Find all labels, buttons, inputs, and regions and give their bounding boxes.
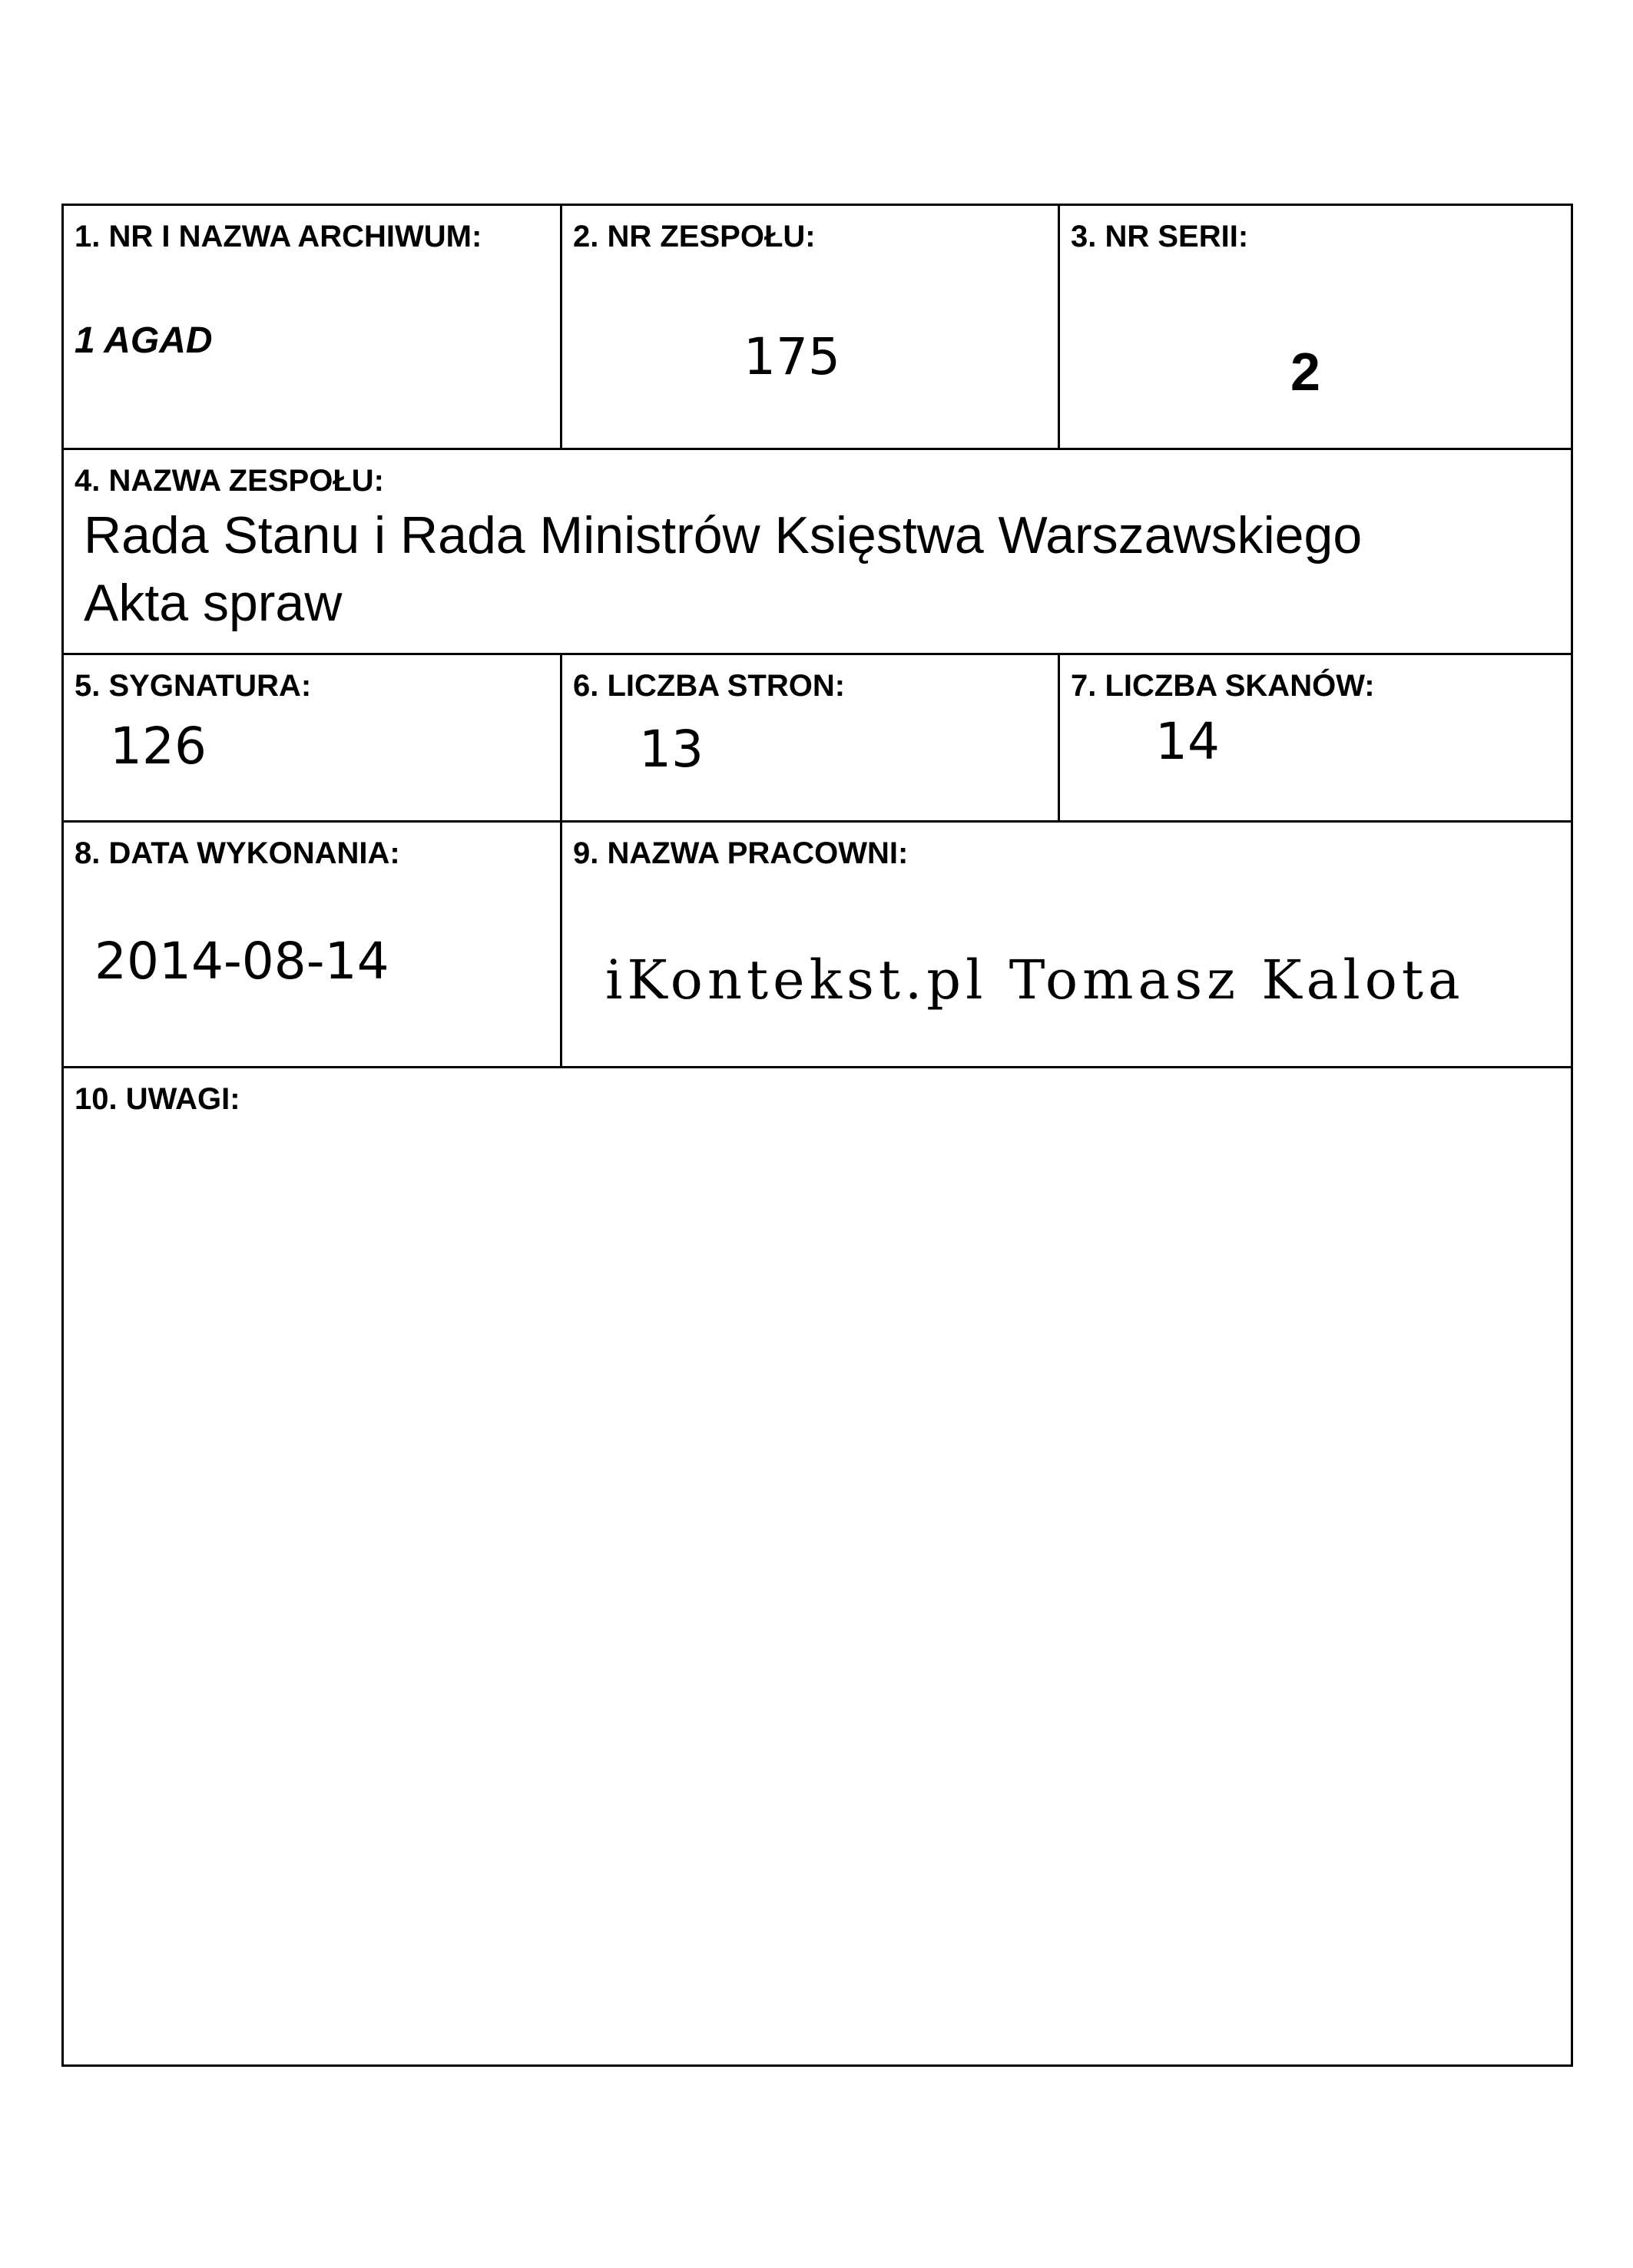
- scan-count-label: 7. LICZBA SKANÓW:: [1071, 669, 1375, 703]
- scan-count-value: 14: [1155, 712, 1220, 771]
- archive-label: 1. NR I NAZWA ARCHIWUM:: [75, 220, 482, 253]
- signature-cell: [64, 655, 560, 820]
- series-number-cell: [1058, 206, 1571, 448]
- date-value: 2014-08-14: [94, 932, 389, 991]
- series-number-value: 2: [1290, 342, 1320, 402]
- page-count-cell: [560, 655, 1058, 820]
- workshop-value: iKontekst.pl Tomasz Kalota: [605, 949, 1465, 1011]
- form-row-3: [64, 655, 1571, 823]
- series-number-label: 3. NR SERII:: [1071, 220, 1249, 253]
- form-row-2: [64, 450, 1571, 655]
- signature-value: 126: [110, 717, 207, 776]
- workshop-label: 9. NAZWA PRACOWNI:: [573, 836, 909, 870]
- workshop-cell: [560, 823, 1571, 1066]
- form-row-4: [64, 823, 1571, 1068]
- archive-cell: [64, 206, 560, 448]
- fonds-number-label: 2. NR ZESPOŁU:: [573, 220, 816, 253]
- page-count-label: 6. LICZBA STRON:: [573, 669, 846, 703]
- fonds-name-line1: Rada Stanu i Rada Ministrów Księstwa Warszawskiego: [84, 506, 1363, 565]
- form-row-5: [64, 1068, 1571, 2064]
- fonds-name-label: 4. NAZWA ZESPOŁU:: [75, 464, 384, 498]
- date-cell: [64, 823, 560, 1066]
- notes-label: 10. UWAGI:: [75, 1082, 240, 1116]
- form-row-1: [64, 206, 1571, 450]
- fonds-number-cell: [560, 206, 1058, 448]
- archive-value: 1 AGAD: [75, 320, 213, 361]
- notes-cell: [64, 1068, 1571, 2064]
- metadata-form: [61, 204, 1573, 2067]
- scan-count-cell: [1058, 655, 1571, 820]
- fonds-name-line2: Akta spraw: [84, 574, 343, 632]
- date-label: 8. DATA WYKONANIA:: [75, 836, 400, 870]
- page-count-value: 13: [639, 720, 704, 779]
- fonds-number-value: 175: [744, 327, 840, 386]
- signature-label: 5. SYGNATURA:: [75, 669, 312, 703]
- fonds-name-cell: [64, 450, 1571, 653]
